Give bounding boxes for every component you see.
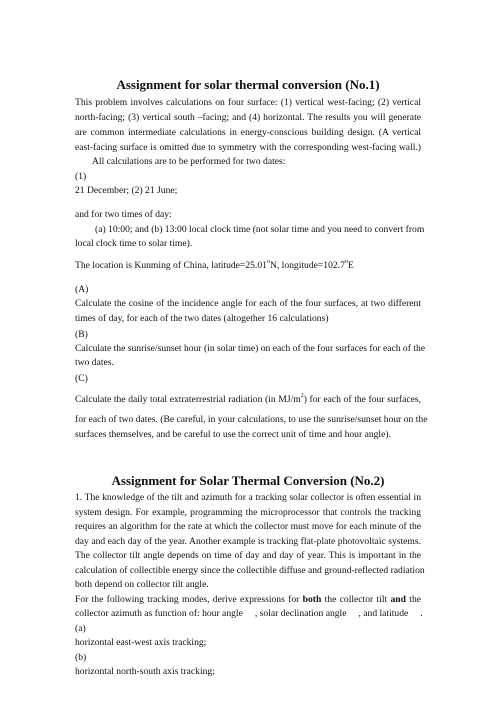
times-line-1: (a) 10:00; and (b) 13:00 local clock time (not solar time and you need to convert from <box>95 224 425 235</box>
para2-text-c: the <box>405 594 421 605</box>
dates-line: 21 December; (2) 21 June; <box>75 185 178 196</box>
part-c-line-2: for each of two dates. (Be careful, in your calculations, to use the sunrise/sunset hour on the <box>75 414 428 425</box>
part-b-label: (B) <box>75 329 88 340</box>
part-a-line-2: times of day, for each of the two dates (altogether 16 calculations) <box>75 313 329 324</box>
part-c-line-1 <box>75 394 421 406</box>
para2-line-1 <box>75 594 421 606</box>
part-c-text-a: Calculate the daily total extraterrestrial radiation (in MJ/m <box>75 394 301 405</box>
location-line <box>75 260 354 272</box>
all-calculations-line: All calculations are to be performed for two dates: <box>92 156 286 167</box>
intro-line-4: east-facing surface is omitted due to symmetry with the corresponding west-facing wall.) <box>75 142 421 153</box>
para2-both: both <box>302 594 322 605</box>
part-a-line-1: Calculate the cosine of the incidence angle for each of the four surfaces, at two different <box>75 298 421 309</box>
para2-text-b: the collector tilt <box>321 594 391 605</box>
intro-line-2: north-facing; (3) vertical south –facing; and (4) horizontal. The results you will generate <box>75 112 421 123</box>
mode-a-text: horizontal east-west axis tracking; <box>75 637 207 648</box>
location-text-b: N, longitude=102.7 <box>269 260 345 271</box>
para1-line-1: 1. The knowledge of the tilt and azimuth for a tracking solar collector is often essential in <box>75 492 421 503</box>
para2-text-a: For the following tracking modes, derive expressions for <box>75 594 303 605</box>
assignment-2-title: Assignment for Solar Thermal Conversion (No.2) <box>111 473 385 488</box>
part-c-line-3: surfaces themselves, and be careful to use the correct unit of time and hour angle). <box>75 429 391 440</box>
degree-sign: o <box>344 259 348 265</box>
para1-line-4: day and each day of the year. Another example is tracking flat-plate photovoltaic systems. <box>75 536 421 547</box>
para1-line-3: requires an algorithm for the rate at which the collector must move for each minute of the <box>75 521 421 532</box>
para1-line-5: The collector tilt angle depends on time of day and day of year. This is important in the <box>75 550 421 561</box>
times-line-2: local clock time to solar time). <box>75 238 193 249</box>
part-b-line-1: Calculate the sunrise/sunset hour (in solar time) on each of the four surfaces for each of the <box>75 343 426 354</box>
dates-number: (1) <box>75 171 87 182</box>
part-b-line-2: two dates. <box>75 357 114 368</box>
para1-line-2: system design. For example, programming the microprocessor that controls the tracking <box>75 507 421 518</box>
part-c-label: (C) <box>75 373 88 384</box>
intro-line-1: This problem involves calculations on four surface: (1) vertical west-facing; (2) vertical <box>75 97 421 108</box>
part-c-text-b: ) for each of the four surfaces, <box>303 394 421 405</box>
assignment-1-title: Assignment for solar thermal conversion (No.1) <box>116 77 380 92</box>
times-intro: and for two times of day: <box>75 209 172 220</box>
intro-line-3: are common intermediate calculations in energy-conscious building design. (A vertical <box>75 127 421 138</box>
para1-line-7: both depend on collector tilt angle. <box>75 579 209 590</box>
para2-line-2: collector azimuth as function of: hour angle , solar declination angle , and latitude . <box>75 608 423 619</box>
location-text-a: The location is Kunming of China, latitude=25.01 <box>75 260 267 271</box>
para2-and: and <box>390 594 406 605</box>
part-a-label: (A) <box>75 284 89 295</box>
mode-a-label: (a) <box>75 623 86 634</box>
degree-sign: o <box>266 259 270 265</box>
mode-b-text: horizontal north-south axis tracking; <box>75 666 215 677</box>
location-text-c: E <box>347 260 354 271</box>
mode-b-label: (b) <box>75 652 87 663</box>
squared-sign: 2 <box>300 393 304 399</box>
para1-line-6: calculation of collectible energy since the collectible diffuse and ground-reflected radiation <box>75 565 425 576</box>
